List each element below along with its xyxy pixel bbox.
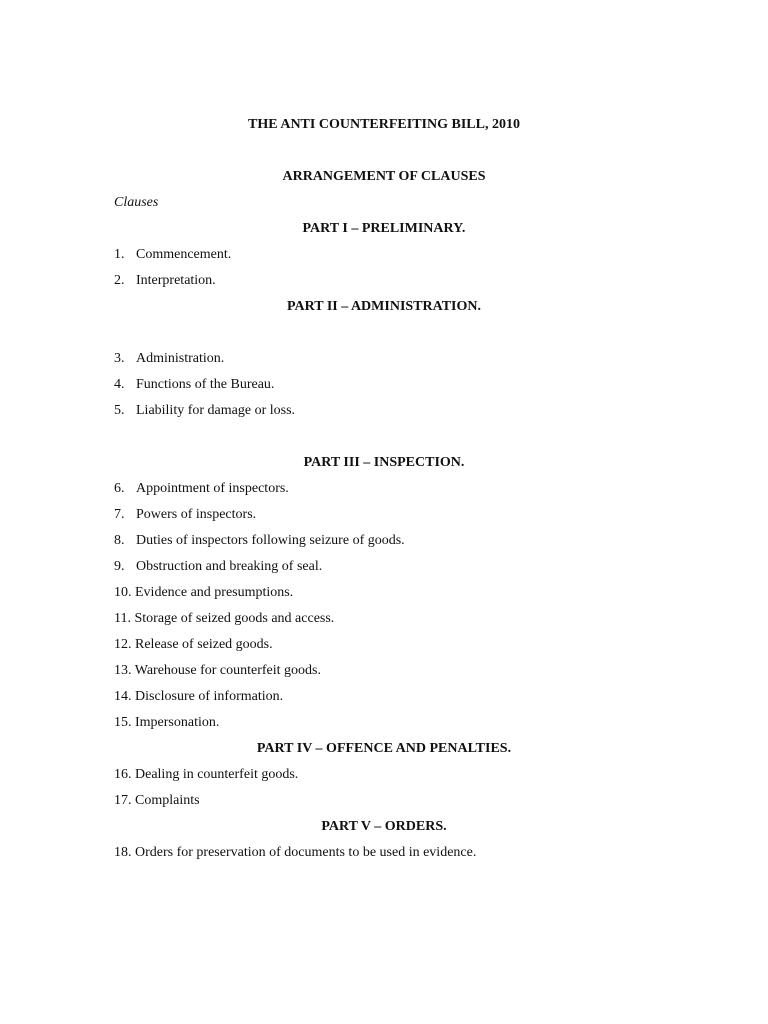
document-title: THE ANTI COUNTERFEITING BILL, 2010	[248, 117, 520, 132]
clause-number: 11.	[114, 611, 131, 626]
clause-item	[114, 401, 674, 421]
clause-text: Duties of inspectors following seizure of goods.	[136, 533, 405, 548]
clause-number: 16.	[114, 767, 132, 782]
part-heading: PART III – INSPECTION.	[303, 455, 465, 470]
part-heading: PART I – PRELIMINARY.	[302, 221, 466, 236]
clause-number: 7.	[114, 507, 125, 522]
clause-item	[114, 245, 674, 265]
clause-item	[114, 505, 674, 525]
clause-text: Complaints	[135, 793, 200, 808]
clause-number: 9.	[114, 559, 125, 574]
clause-text: Disclosure of information.	[135, 689, 284, 704]
clause-item	[114, 531, 674, 551]
clause-text: Orders for preservation of documents to be used in evidence.	[135, 845, 477, 860]
clause-text: Powers of inspectors.	[136, 507, 257, 522]
clause-number: 13.	[114, 663, 132, 678]
clause-text: Liability for damage or loss.	[136, 403, 296, 418]
clause-number: 17.	[114, 793, 132, 808]
clause-number: 4.	[114, 377, 125, 392]
clause-item	[114, 375, 674, 395]
clause-text: Functions of the Bureau.	[136, 377, 275, 392]
clauses-label: Clauses	[114, 195, 159, 210]
clause-number: 18.	[114, 845, 132, 860]
clause-text: Storage of seized goods and access.	[134, 611, 335, 626]
clause-item	[114, 843, 674, 863]
clause-text: Impersonation.	[135, 715, 220, 730]
clause-number: 6.	[114, 481, 125, 496]
clause-number: 15.	[114, 715, 132, 730]
clause-text: Obstruction and breaking of seal.	[136, 559, 323, 574]
clause-text: Warehouse for counterfeit goods.	[134, 663, 322, 678]
clause-text: Commencement.	[136, 247, 232, 262]
clause-text: Release of seized goods.	[135, 637, 273, 652]
clause-item	[114, 271, 674, 291]
document-subtitle: ARRANGEMENT OF CLAUSES	[282, 169, 486, 184]
clause-text: Appointment of inspectors.	[136, 481, 289, 496]
clause-item	[114, 765, 674, 785]
clause-item	[114, 635, 674, 655]
clause-text: Dealing in counterfeit goods.	[135, 767, 299, 782]
clause-text: Administration.	[136, 351, 225, 366]
clause-item	[114, 609, 674, 629]
clause-text: Interpretation.	[136, 273, 216, 288]
clause-item	[114, 687, 674, 707]
clause-number: 10.	[114, 585, 132, 600]
clause-number: 14.	[114, 689, 132, 704]
clause-item	[114, 583, 674, 603]
clause-text: Evidence and presumptions.	[135, 585, 294, 600]
clause-item	[114, 349, 674, 369]
clause-number: 12.	[114, 637, 132, 652]
part-heading: PART II – ADMINISTRATION.	[287, 299, 481, 314]
clause-item	[114, 713, 674, 733]
clause-item	[114, 479, 674, 499]
clause-number: 1.	[114, 247, 125, 262]
part-heading: PART IV – OFFENCE AND PENALTIES.	[256, 741, 512, 756]
part-heading: PART V – ORDERS.	[321, 819, 447, 834]
clause-number: 8.	[114, 533, 125, 548]
clause-number: 5.	[114, 403, 125, 418]
clause-number: 3.	[114, 351, 125, 366]
clause-item	[114, 557, 674, 577]
clause-item	[114, 791, 674, 811]
clause-number: 2.	[114, 273, 125, 288]
clause-item	[114, 661, 674, 681]
